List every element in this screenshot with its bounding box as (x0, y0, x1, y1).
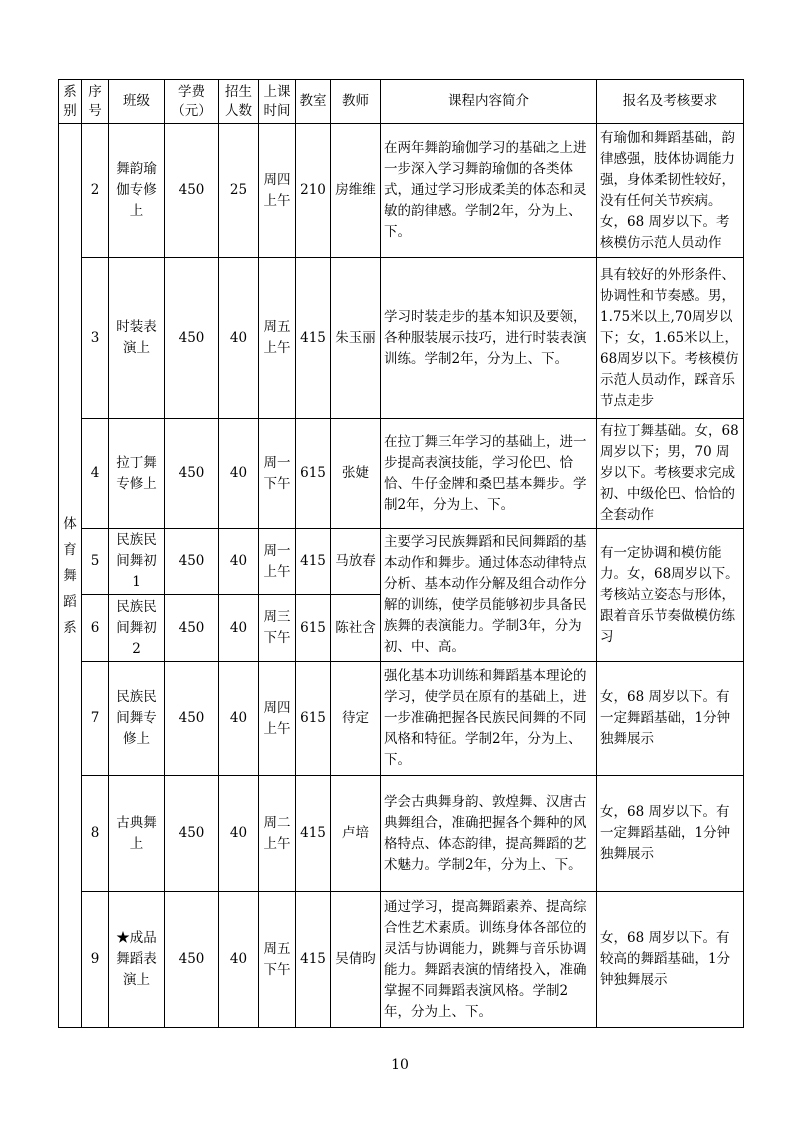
row-room: 415 (296, 892, 331, 1028)
row-fee: 450 (165, 124, 219, 258)
row-requirements: 女，68 周岁以下。有一定舞蹈基础，1分钟独舞展示 (597, 662, 744, 776)
table-row (59, 529, 744, 595)
header-room: 教室 (296, 80, 331, 124)
row-teacher: 吴倩昀 (331, 892, 381, 1028)
row-room: 210 (296, 124, 331, 258)
row-class: 时装表 演上 (109, 258, 165, 419)
row-class: 拉丁舞 专修上 (109, 419, 165, 529)
row-quota: 40 (219, 595, 259, 662)
header-no: 序 号 (82, 80, 109, 124)
row-no: 9 (82, 892, 109, 1028)
row-room: 415 (296, 258, 331, 419)
row-class: 民族民 间舞初 1 (109, 529, 165, 595)
row-content: 通过学习，提高舞蹈素养、提高综合性艺术素质。训练身体各部位的灵活与协调能力，跳舞与音乐协调能力。舞蹈表演的情绪投入，准确掌握不同舞蹈表演风格。学制2年，分为上、下。 (381, 892, 597, 1028)
course-table (58, 79, 744, 1028)
row-no: 3 (82, 258, 109, 419)
row-time: 周三 下午 (259, 595, 296, 662)
department-cell: 体 育 舞 蹈 系 (59, 124, 82, 1028)
row-time: 周四 上午 (259, 124, 296, 258)
row-quota: 40 (219, 776, 259, 892)
row-no: 4 (82, 419, 109, 529)
row-no: 6 (82, 595, 109, 662)
row-fee: 450 (165, 662, 219, 776)
row-fee: 450 (165, 419, 219, 529)
table-row (59, 124, 744, 258)
row-content: 在拉丁舞三年学习的基础上，进一步提高表演技能，学习伦巴、恰恰、牛仔金牌和桑巴基本舞步。学制2年，分为上、下。 (381, 419, 597, 529)
row-teacher: 朱玉丽 (331, 258, 381, 419)
row-quota: 40 (219, 662, 259, 776)
row-fee: 450 (165, 529, 219, 595)
header-time: 上课 时间 (259, 80, 296, 124)
header-fee: 学费 （元） (165, 80, 219, 124)
row-teacher: 待定 (331, 662, 381, 776)
row-content: 学习时装走步的基本知识及要领，各种服装展示技巧，进行时装表演训练。学制2年，分为上、下。 (381, 258, 597, 419)
row-quota: 40 (219, 258, 259, 419)
row-requirements: 有拉丁舞基础。女，68周岁以下；男，70 周岁以下。考核要求完成初、中级伦巴、恰恰的全套动作 (597, 419, 744, 529)
row-class: 民族民 间舞初 2 (109, 595, 165, 662)
row-teacher: 张婕 (331, 419, 381, 529)
row-content: 强化基本功训练和舞蹈基本理论的学习，使学员在原有的基础上，进一步准确把握各民族民间舞的不同风格和特征。学制2年，分为上、下。 (381, 662, 597, 776)
row-time: 周一 下午 (259, 419, 296, 529)
row-teacher: 卢培 (331, 776, 381, 892)
row-time: 周二 上午 (259, 776, 296, 892)
row-class: 舞韵瑜 伽专修 上 (109, 124, 165, 258)
header-requirements: 报名及考核要求 (597, 80, 744, 124)
row-no: 2 (82, 124, 109, 258)
folk-requirements: 有一定协调和模仿能力。女，68周岁以下。考核站立姿态与形体，跟着音乐节奏做模仿练习 (597, 529, 744, 662)
row-room: 415 (296, 529, 331, 595)
row-no: 5 (82, 529, 109, 595)
row-teacher: 陈社含 (331, 595, 381, 662)
row-content: 在两年舞韵瑜伽学习的基础之上进一步深入学习舞韵瑜伽的各类体式，通过学习形成柔美的体态和灵敏的韵律感。学制2年，分为上、下。 (381, 124, 597, 258)
row-class: 古典舞 上 (109, 776, 165, 892)
row-requirements: 女，68 周岁以下。有较高的舞蹈基础，1分钟独舞展示 (597, 892, 744, 1028)
row-quota: 40 (219, 892, 259, 1028)
row-class: ★成品 舞蹈表 演上 (109, 892, 165, 1028)
row-fee: 450 (165, 892, 219, 1028)
row-fee: 450 (165, 258, 219, 419)
header-content: 课程内容简介 (381, 80, 597, 124)
table-row (59, 776, 744, 892)
row-time: 周五 下午 (259, 892, 296, 1028)
row-class: 民族民 间舞专 修上 (109, 662, 165, 776)
row-fee: 450 (165, 595, 219, 662)
row-fee: 450 (165, 776, 219, 892)
row-no: 8 (82, 776, 109, 892)
header-quota: 招生 人数 (219, 80, 259, 124)
table-row (59, 892, 744, 1028)
header-teacher: 教师 (331, 80, 381, 124)
table-row (59, 258, 744, 419)
row-room: 615 (296, 595, 331, 662)
header-dept: 系 别 (59, 80, 82, 124)
row-requirements: 女，68 周岁以下。有一定舞蹈基础，1分钟独舞展示 (597, 776, 744, 892)
row-room: 615 (296, 662, 331, 776)
header-row (59, 80, 744, 124)
row-teacher: 房维维 (331, 124, 381, 258)
row-requirements: 有瑜伽和舞蹈基础，韵律感强，肢体协调能力强，身体柔韧性较好，没有任何关节疾病。女，68 周岁以下。考核模仿示范人员动作 (597, 124, 744, 258)
row-room: 615 (296, 419, 331, 529)
row-quota: 40 (219, 419, 259, 529)
row-content: 学会古典舞身韵、敦煌舞、汉唐古典舞组合，准确把握各个舞种的风格特点、体态韵律，提高舞蹈的艺术魅力。学制2年，分为上、下。 (381, 776, 597, 892)
row-room: 415 (296, 776, 331, 892)
table-row (59, 419, 744, 529)
row-teacher: 马放春 (331, 529, 381, 595)
row-time: 周一 上午 (259, 529, 296, 595)
table-row (59, 662, 744, 776)
row-requirements: 具有较好的外形条件、协调性和节奏感。男，1.75米以上,70周岁以下；女，1.65米以上，68周岁以下。考核模仿示范人员动作，踩音乐节点走步 (597, 258, 744, 419)
row-quota: 25 (219, 124, 259, 258)
row-time: 周五 上午 (259, 258, 296, 419)
page-number: 10 (391, 1057, 409, 1073)
row-no: 7 (82, 662, 109, 776)
row-quota: 40 (219, 529, 259, 595)
header-class: 班级 (109, 80, 165, 124)
row-time: 周四 上午 (259, 662, 296, 776)
folk-content: 主要学习民族舞蹈和民间舞蹈的基本动作和舞步。通过体态动律特点分析、基本动作分解及组合动作分解的训练，使学员能够初步具备民族舞的表演能力。学制3年，分为初、中、高。 (381, 529, 597, 662)
